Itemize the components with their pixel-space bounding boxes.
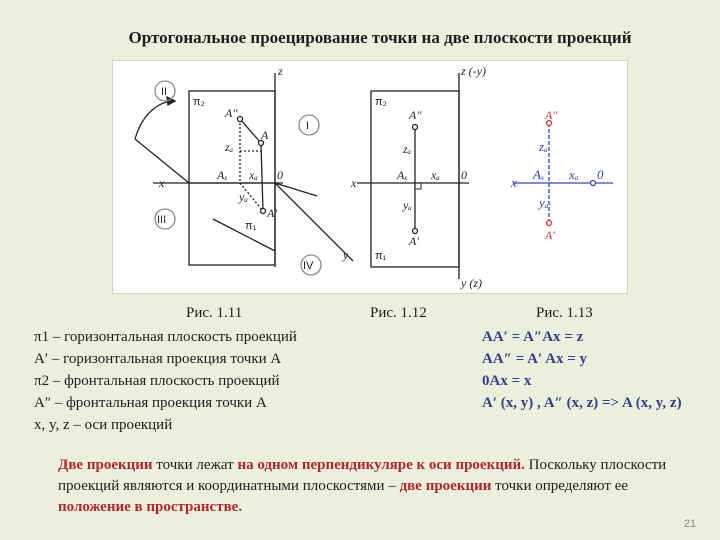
caption-fig-1-13: Рис. 1.13 — [536, 305, 593, 321]
f3-ax-label: Aₓ — [533, 167, 545, 182]
line-a-a2 — [240, 119, 261, 143]
plane-pi1-front — [213, 219, 275, 251]
f3-a2-label: A'' — [545, 108, 558, 122]
f1-roman-III: III — [157, 214, 167, 226]
definition-pi1: π1 – горизонтальная плоскость проекций — [34, 329, 297, 345]
f1-origin-label: 0 — [277, 168, 283, 182]
f2-x-label: x — [351, 176, 357, 190]
f1-roman-I: I — [306, 120, 310, 132]
f3-origin — [591, 181, 596, 186]
figure-1-13-labels — [510, 108, 604, 242]
note-highlight-1: Две проекции — [58, 457, 153, 473]
f3-a1-label: A' — [545, 228, 555, 242]
f1-x-label: x — [159, 176, 165, 190]
f1-roman-IV: IV — [303, 260, 314, 272]
f1-y-label: y — [343, 248, 349, 262]
projection-drawings — [113, 61, 627, 293]
f3-xa-label: xₐ — [569, 167, 579, 182]
f1-a1-label: A' — [267, 206, 277, 220]
f1-a-label: A — [261, 128, 269, 142]
figure-1-11 — [135, 73, 353, 275]
f2-point-a1 — [413, 229, 418, 234]
formulas-list — [482, 326, 682, 414]
f1-pi2-label: π₂ — [193, 96, 205, 108]
f2-right-angle — [415, 183, 421, 189]
f3-ya-label: yₐ — [539, 195, 549, 210]
point-a1 — [261, 209, 266, 214]
f2-a1-label: A' — [409, 234, 419, 248]
note-highlight-3: две проекции — [399, 478, 492, 494]
f3-point-a1 — [547, 221, 552, 226]
f3-x-label: x — [511, 175, 517, 190]
definition-axes: x, y, z – оси проекций — [34, 417, 173, 433]
f2-za-label: zₐ — [403, 142, 412, 156]
f1-pi1-label: π₁ — [245, 220, 257, 232]
caption-fig-1-11: Рис. 1.11 — [186, 305, 243, 321]
note-text-1: точки лежат — [152, 457, 238, 473]
f3-origin-label: 0 — [597, 167, 604, 182]
f1-xa-label: xₐ — [249, 168, 258, 182]
f2-xa-label: xₐ — [431, 168, 440, 182]
formula-z: AA′ = A″Ax = z — [482, 329, 584, 345]
formula-y: AA″ = A′ Ax = y — [482, 351, 588, 367]
f1-a2-label: A'' — [225, 106, 238, 120]
f2-y-label: y (z) — [461, 276, 482, 290]
f2-ax-label: Aₓ — [397, 168, 408, 182]
f2-z-label: z (-y) — [461, 64, 486, 78]
f2-ya-label: yₐ — [403, 198, 412, 212]
definition-a2: A″ – фронтальная проекция точки A — [34, 395, 267, 411]
definition-pi2: π2 – фронтальная плоскость проекций — [34, 373, 280, 389]
definition-a1: A′ – горизонтальная проекция точки A — [34, 351, 282, 367]
f2-pi1-label: π₁ — [375, 250, 387, 262]
f3-za-label: zₐ — [539, 139, 548, 154]
definitions-list — [34, 326, 297, 436]
page-number: 21 — [683, 518, 696, 530]
f1-roman-II: II — [161, 86, 168, 98]
f1-z-label: z — [278, 64, 283, 78]
point-a2 — [238, 117, 243, 122]
figure-1-11-labels — [157, 64, 349, 272]
formula-x: 0Ax = x — [482, 373, 532, 389]
conclusion-note — [58, 455, 678, 518]
note-highlight-2: на одном перпендикуляре к оси проекций. — [237, 457, 525, 473]
line-a-a1 — [261, 143, 263, 211]
note-text-3: точки определяют ее — [491, 478, 629, 494]
f2-origin-label: 0 — [461, 168, 467, 182]
slide-title: Ортогональное проецирование точки на две плоскости проекций — [128, 28, 632, 47]
note-highlight-4: положение в пространстве. — [58, 499, 243, 515]
f2-pi2-label: π₂ — [375, 96, 387, 108]
note-text-2: Поскольку плоскости проекций являются и координатными плоскостями – — [58, 457, 667, 494]
f1-ax-label: Aₓ — [217, 168, 228, 182]
formula-coordinates: A′ (x, y) , A″ (x, z) => A (x, y, z) — [482, 395, 682, 411]
f2-a2-label: A'' — [409, 108, 422, 122]
f1-ya-label: yₐ — [239, 190, 248, 204]
caption-fig-1-12: Рис. 1.12 — [370, 305, 427, 321]
f1-za-label: zₐ — [225, 140, 234, 154]
f2-point-a2 — [413, 125, 418, 130]
figure-1-12 — [357, 73, 469, 279]
figures-panel — [112, 60, 628, 294]
rotation-arc — [135, 101, 175, 139]
